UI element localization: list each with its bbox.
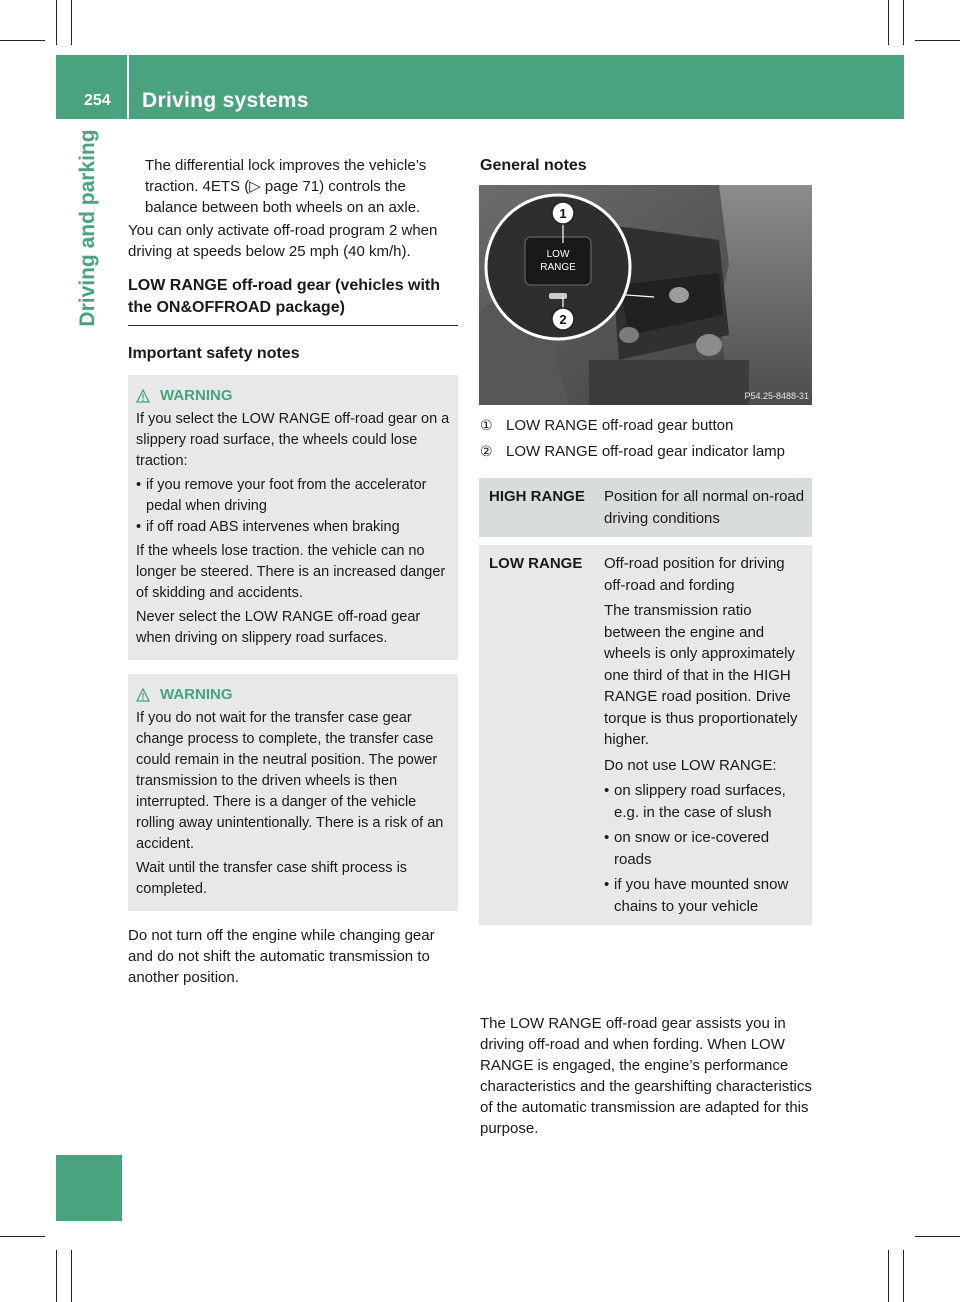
bullet-item: • if you have mounted snow chains to your vehicle [604,874,806,917]
crop-mark [0,40,45,41]
button-label-line1: LOW [546,249,570,260]
range-text: Do not use LOW RANGE: [604,756,777,774]
callout-2: 2 [559,312,567,327]
crop-mark [56,0,57,45]
console-photo-illustration [479,185,812,405]
page-number: 254 [84,92,111,109]
crop-mark [903,1250,904,1302]
crop-mark [56,1250,57,1302]
photo-code: P54.25-8488-31 [744,391,809,401]
warning-header [136,385,450,406]
section-title: Driving systems [142,89,309,112]
warning-text: If you select the LOW RANGE off-road gear on a slippery road surface, the wheels could lose traction: [136,411,450,469]
warning-header [136,684,450,705]
side-tab-label: Driving and parking [76,129,99,327]
safety-subheading: Important safety notes [128,345,300,362]
legend-text: LOW RANGE off-road gear button [506,417,734,434]
legend-text: LOW RANGE off-road gear indicator lamp [506,443,786,460]
crop-mark [903,0,904,45]
warning-triangle-icon [136,389,150,403]
bullet-text: if off road ABS intervenes when braking [146,519,400,535]
range-label: LOW RANGE [479,545,598,925]
intro-paragraph: The differential lock improves the vehicle’s traction. 4ETS (▷ page 71) controls the balance between both wheels on an axle. [145,157,427,216]
bullet-item: • on slippery road surfaces, e.g. in the case of slush [604,780,806,823]
crop-mark [915,1236,960,1237]
warning-text: Never select the LOW RANGE off-road gear when driving on slippery road surfaces. [136,609,421,646]
range-text: The transmission ratio between the engine and wheels is only approximately one third of that in the HIGH RANGE road position. Drive torque is thus proportionately higher. [604,602,798,748]
range-text: Off-road position for driving off-road and fording [604,555,785,594]
button-label-line2: RANGE [540,262,576,273]
range-table [479,470,812,933]
legend-item [480,441,785,462]
speed-paragraph: You can only activate off-road program 2 when driving at speeds below 25 mph (40 km/h). [128,222,438,260]
range-label: HIGH RANGE [479,478,598,537]
warning-box [128,375,458,660]
crop-mark [888,0,889,45]
warning-text: If you do not wait for the transfer case gear change process to complete, the transfer case could remain in the neutral position. The power transmission to the driven wheels is then interrupted. There is a danger of the vehicle rolling away unintentionally. There is a risk of an accident. [136,710,444,852]
bullet-item: • on snow or ice-covered roads [604,827,806,870]
warning-title: WARNING [160,686,233,703]
bullet-text: on snow or ice-covered roads [614,829,770,868]
table-row [479,478,812,537]
legend-number: ② [480,443,493,459]
section-heading: LOW RANGE off-road gear (vehicles with the ON&OFFROAD package) [128,275,458,326]
range-description [598,545,812,925]
warning-box [128,674,458,911]
bullet-text: on slippery road surfaces, e.g. in the case of slush [614,782,786,821]
low-range-photo [479,185,812,405]
crop-mark [915,40,960,41]
bullet-text: if you remove your foot from the accelerator pedal when driving [146,477,427,514]
crop-mark [71,0,72,45]
side-tab-marker [56,1155,122,1221]
range-text: Position for all normal on-road driving conditions [604,488,805,527]
general-notes-heading: General notes [480,157,587,174]
crop-mark [888,1250,889,1302]
warning-text: Wait until the transfer case shift process is completed. [136,860,408,897]
closing-paragraph: Do not turn off the engine while changing gear and do not shift the automatic transmission to another position. [128,927,435,986]
legend-number: ① [480,417,493,433]
warning-text: If the wheels lose traction. the vehicle can no longer be steered. There is an increased danger of skidding and accidents. [136,543,446,601]
bullet-text: if you have mounted snow chains to your vehicle [614,876,789,915]
callout-1: 1 [559,206,567,221]
crop-mark [0,1236,45,1237]
warning-triangle-icon [136,688,150,702]
bullet-item: • if you remove your foot from the accelerator pedal when driving [136,475,450,517]
crop-mark [71,1250,72,1302]
bullet-item: • if off road ABS intervenes when braking [136,517,450,538]
closing-paragraph: The LOW RANGE off-road gear assists you in driving off-road and when fording. When LOW RANGE is engaged, the engine’s performance characteristics and the gearshifting characteristics of the automatic transmission are adapted for this purpose. [480,1015,812,1137]
legend-item [480,415,733,436]
warning-title: WARNING [160,387,233,404]
left-column [128,155,458,988]
header-divider [127,55,129,119]
range-description [598,478,812,537]
table-row [479,545,812,925]
